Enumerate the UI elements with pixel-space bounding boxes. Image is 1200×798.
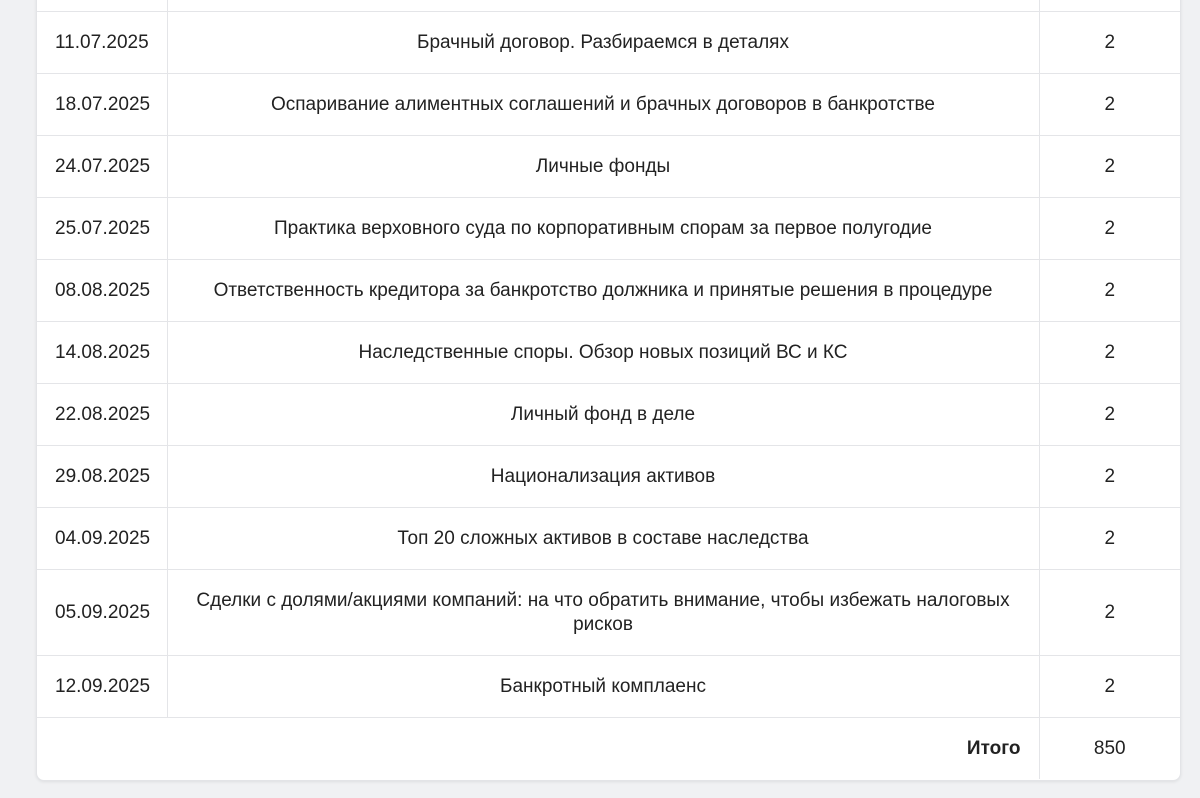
date-cell: 18.07.2025 <box>37 74 167 136</box>
hours-cell: 2 <box>1039 136 1180 198</box>
date-cell: 24.07.2025 <box>37 136 167 198</box>
date-cell <box>37 0 167 12</box>
hours-cell: 2 <box>1039 12 1180 74</box>
date-cell: 14.08.2025 <box>37 322 167 384</box>
hours-cell: 2 <box>1039 446 1180 508</box>
date-cell: 25.07.2025 <box>37 198 167 260</box>
date-cell: 08.08.2025 <box>37 260 167 322</box>
title-cell: Топ 20 сложных активов в составе наследства <box>167 508 1039 570</box>
hours-cell: 2 <box>1039 260 1180 322</box>
table-row <box>37 384 1180 446</box>
date-cell: 11.07.2025 <box>37 12 167 74</box>
table-row <box>37 198 1180 260</box>
hours-cell <box>1039 0 1180 12</box>
table-row <box>37 656 1180 718</box>
title-cell: Практика верховного суда по корпоративным спорам за первое полугодие <box>167 198 1039 260</box>
hours-cell: 2 <box>1039 322 1180 384</box>
events-table-card <box>36 0 1181 781</box>
title-cell: Брачный договор. Разбираемся в деталях <box>167 12 1039 74</box>
date-cell: 04.09.2025 <box>37 508 167 570</box>
table-row <box>37 446 1180 508</box>
hours-cell: 2 <box>1039 508 1180 570</box>
table-row <box>37 570 1180 656</box>
table-row <box>37 508 1180 570</box>
title-cell: Банкротный комплаенс <box>167 656 1039 718</box>
events-table <box>37 0 1180 779</box>
table-row <box>37 12 1180 74</box>
total-row <box>37 718 1180 780</box>
table-row <box>37 322 1180 384</box>
hours-cell: 2 <box>1039 198 1180 260</box>
date-cell: 05.09.2025 <box>37 570 167 656</box>
title-cell: Личный фонд в деле <box>167 384 1039 446</box>
title-cell: Сделки с долями/акциями компаний: на что обратить внимание, чтобы избежать налоговых рисков <box>167 570 1039 656</box>
total-label: Итого <box>966 737 1021 759</box>
title-cell: Наследственные споры. Обзор новых позиций ВС и КС <box>167 322 1039 384</box>
date-cell: 12.09.2025 <box>37 656 167 718</box>
title-cell: Оспаривание алиментных соглашений и брачных договоров в банкротстве <box>167 74 1039 136</box>
hours-cell: 2 <box>1039 570 1180 656</box>
title-cell: Личные фонды <box>167 136 1039 198</box>
hours-cell: 2 <box>1039 74 1180 136</box>
table-row <box>37 74 1180 136</box>
date-cell: 29.08.2025 <box>37 446 167 508</box>
hours-cell: 2 <box>1039 384 1180 446</box>
total-value: 850 <box>1039 718 1180 780</box>
table-row <box>37 260 1180 322</box>
hours-cell: 2 <box>1039 656 1180 718</box>
title-cell: Ответственность кредитора за банкротство должника и принятые решения в процедуре <box>167 260 1039 322</box>
table-row <box>37 136 1180 198</box>
title-cell <box>167 0 1039 12</box>
table-row-partial <box>37 0 1180 12</box>
title-cell: Национализация активов <box>167 446 1039 508</box>
date-cell: 22.08.2025 <box>37 384 167 446</box>
